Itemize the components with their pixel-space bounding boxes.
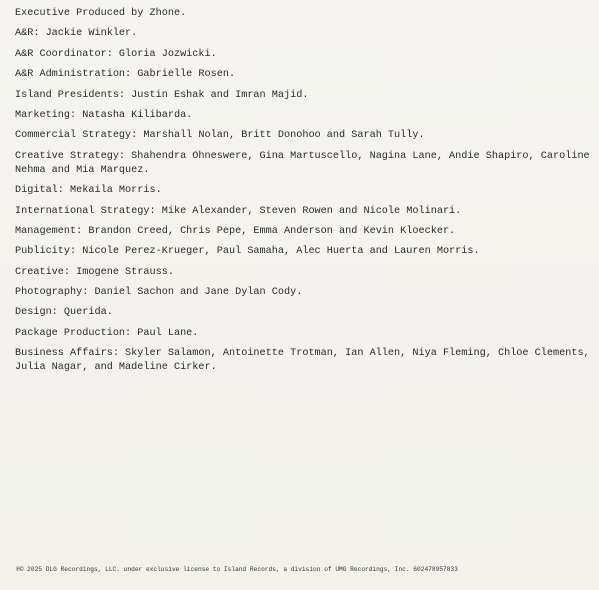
copyright-footer: ℗© 2025 DLG Recordings, LLC. under exclusive license to Island Records, a division of UMG Recordings, Inc. 602478957833: [16, 566, 458, 573]
credit-executive-producer: Executive Produced by Zhone.: [15, 8, 187, 19]
credit-photography: Photography: Daniel Sachon and Jane Dylan Cody.: [15, 287, 303, 299]
credit-ar-coordinator: A&R Coordinator: Gloria Jozwicki.: [15, 48, 217, 60]
credit-ar-administration: A&R Administration: Gabrielle Rosen.: [15, 69, 236, 81]
credit-management: Management: Brandon Creed, Chris Pepe, Emma Anderson and Kevin Kloecker.: [15, 225, 456, 237]
credits-list: [15, 7, 590, 382]
credit-package-production: Package Production: Paul Lane.: [15, 327, 199, 339]
credit-creative-strategy: Creative Strategy: Shahendra Ohneswere, Gina Martuscello, Nagina Lane, Andie Shapiro, Caroline Nehma and Mia Marquez.: [15, 150, 590, 176]
credit-island-presidents: Island Presidents: Justin Eshak and Imran Majid.: [15, 89, 309, 101]
credit-design: Design: Querida.: [15, 307, 113, 319]
credit-commercial-strategy: Commercial Strategy: Marshall Nolan, Britt Donohoo and Sarah Tully.: [15, 130, 425, 142]
credit-publicity: Publicity: Nicole Perez-Krueger, Paul Samaha, Alec Huerta and Lauren Morris.: [15, 246, 480, 258]
credit-international-strategy: International Strategy: Mike Alexander, Steven Rowen and Nicole Molinari.: [15, 205, 462, 217]
credit-ar: A&R: Jackie Winkler.: [15, 28, 138, 40]
credit-digital: Digital: Mekaila Morris.: [15, 185, 162, 197]
credit-creative: Creative: Imogene Strauss.: [15, 266, 174, 278]
credit-business-affairs: Business Affairs: Skyler Salamon, Antoinette Trotman, Ian Allen, Niya Fleming, Chloe Clements, Julia Nagar, and Madeline Cirker.: [15, 348, 590, 374]
credit-marketing: Marketing: Natasha Kilibarda.: [15, 109, 193, 121]
